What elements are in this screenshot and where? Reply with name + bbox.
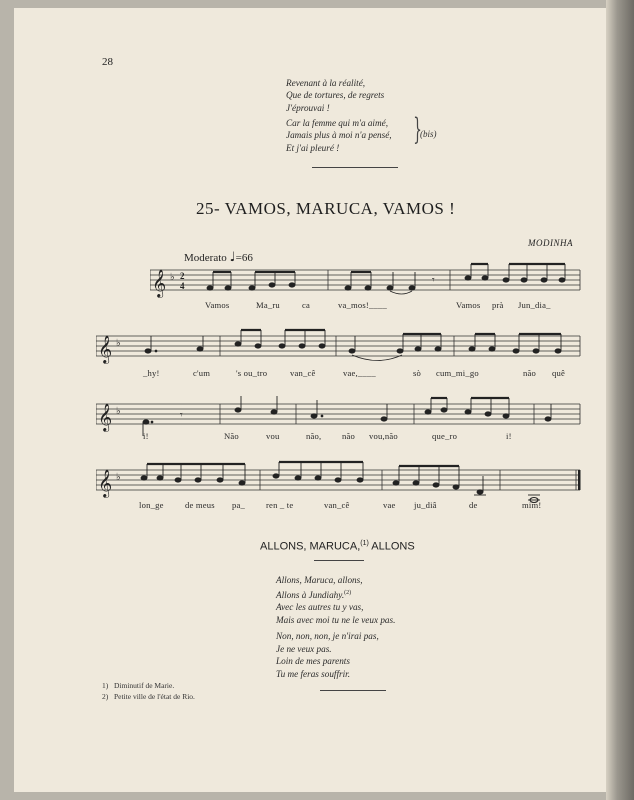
- lyric-syllable: de meus: [185, 500, 215, 510]
- translation-title: [260, 540, 415, 553]
- lyric-syllable: prà: [492, 300, 504, 310]
- footnote-marker: (1): [360, 540, 369, 547]
- lyric-syllable: va_mos!____: [338, 300, 387, 310]
- translation-line: Je ne veux pas.: [276, 643, 332, 654]
- music-staff-4: [96, 456, 590, 506]
- bis-label: (bis): [420, 129, 437, 139]
- lyric-syllable: i!: [143, 431, 149, 441]
- translation-line: Tu me feras souffrir.: [276, 668, 351, 679]
- tempo-value: =66: [235, 252, 253, 264]
- svg-text:𝄞: 𝄞: [98, 469, 113, 497]
- song-genre: MODINHA: [528, 238, 573, 248]
- lyric-syllable: ca: [302, 300, 311, 310]
- lyric-syllable: não: [342, 431, 356, 441]
- lyric-syllable: não: [523, 368, 537, 378]
- verse-line: J'éprouvai !: [286, 102, 330, 113]
- lyric-syllable: vae,____: [343, 368, 376, 378]
- translation-line: Loin de mes parents: [276, 656, 350, 667]
- quarter-note-icon: ♩: [229, 250, 236, 265]
- lyric-syllable: Vamos: [205, 300, 230, 310]
- svg-text:𝄞: 𝄞: [98, 335, 113, 363]
- translation-line: Non, non, non, je n'irai pas,: [276, 631, 379, 641]
- lyric-syllable: Vamos: [456, 300, 481, 310]
- lyric-syllable: van_cê: [290, 368, 316, 378]
- svg-text:♭: ♭: [116, 406, 121, 417]
- svg-text:𝄾: 𝄾: [180, 410, 183, 421]
- translation-title-end: ALLONS: [368, 540, 415, 553]
- verse-stanza-1: [286, 77, 384, 114]
- verse-line: Revenant à la réalité,: [286, 78, 366, 88]
- lyric-syllable: sò: [413, 368, 422, 378]
- footnote-2: 2) Petite ville de l'état de Rio.: [102, 692, 195, 701]
- lyric-syllable: 's ou_tro: [236, 368, 268, 378]
- section-divider: [312, 167, 398, 168]
- svg-text:♭: ♭: [116, 338, 121, 349]
- verse-stanza-2: [286, 117, 392, 154]
- translation-divider: [314, 560, 364, 561]
- verse-line: Que de tortures, de regrets: [286, 90, 385, 101]
- lyric-syllable: pa_: [232, 500, 246, 510]
- music-staff-1: [150, 258, 590, 304]
- svg-text:𝄾: 𝄾: [432, 275, 435, 286]
- lyric-syllable: i!: [506, 431, 512, 441]
- svg-text:𝄞: 𝄞: [152, 269, 167, 297]
- lyric-syllable: lon_ge: [139, 500, 164, 510]
- lyric-syllable: cum_mi_go: [436, 368, 479, 378]
- lyric-syllable: vou,não: [369, 431, 398, 441]
- lyric-syllable: vae: [383, 500, 396, 510]
- translation-stanza-1: [276, 574, 395, 626]
- verse-line: Car la femme qui m'a aimé,: [286, 118, 388, 128]
- svg-text:𝄞: 𝄞: [98, 403, 113, 431]
- verse-line: Et j'ai pleuré !: [286, 142, 340, 153]
- svg-text:♭: ♭: [170, 272, 175, 283]
- lyric-syllable: não,: [306, 431, 322, 441]
- translation-line: Allons, Maruca, allons,: [276, 575, 363, 585]
- lyric-syllable: que_ro: [432, 431, 458, 441]
- footnote-1: 1) Diminutif de Marie.: [102, 681, 175, 690]
- translation-title-text: ALLONS, MARUCA,: [260, 540, 361, 553]
- lyric-syllable: ren _ te: [266, 500, 294, 510]
- lyric-syllable: Não: [224, 431, 239, 441]
- music-staff-2: [96, 322, 590, 368]
- end-divider: [320, 690, 386, 691]
- lyric-syllable: de: [469, 500, 478, 510]
- song-title: 25- VAMOS, MARUCA, VAMOS !: [196, 199, 456, 218]
- lyric-syllable: van_cê: [324, 500, 350, 510]
- page-number: 28: [102, 56, 113, 68]
- lyric-syllable: Jun_dia_: [518, 300, 551, 310]
- translation-stanza-2: [276, 630, 379, 680]
- lyric-syllable: vou: [266, 431, 280, 441]
- lyric-syllable: c'um: [193, 368, 211, 378]
- svg-text:4: 4: [180, 281, 185, 291]
- lyric-syllable: mim!: [522, 500, 542, 510]
- translation-line: Mais avec moi tu ne le veux pas.: [276, 614, 396, 625]
- translation-line: Avec les autres tu y vas,: [276, 602, 364, 613]
- lyric-syllable: ju_diâ: [414, 500, 437, 510]
- svg-text:♭: ♭: [116, 472, 121, 483]
- tempo-word: Moderato: [184, 252, 227, 264]
- svg-text:2: 2: [180, 271, 185, 281]
- book-edge: [606, 0, 634, 800]
- verse-line: Jamais plus à moi n'a pensé,: [286, 130, 392, 141]
- lyric-syllable: quê: [552, 368, 566, 378]
- lyric-syllable: _hy!: [143, 368, 160, 378]
- footnote-marker: (2): [344, 589, 352, 596]
- bis-brace: }: [413, 112, 422, 147]
- lyric-syllable: Ma_ru: [256, 300, 280, 310]
- translation-line: Allons à Jundiahy.$^{(2)}$: [276, 589, 352, 600]
